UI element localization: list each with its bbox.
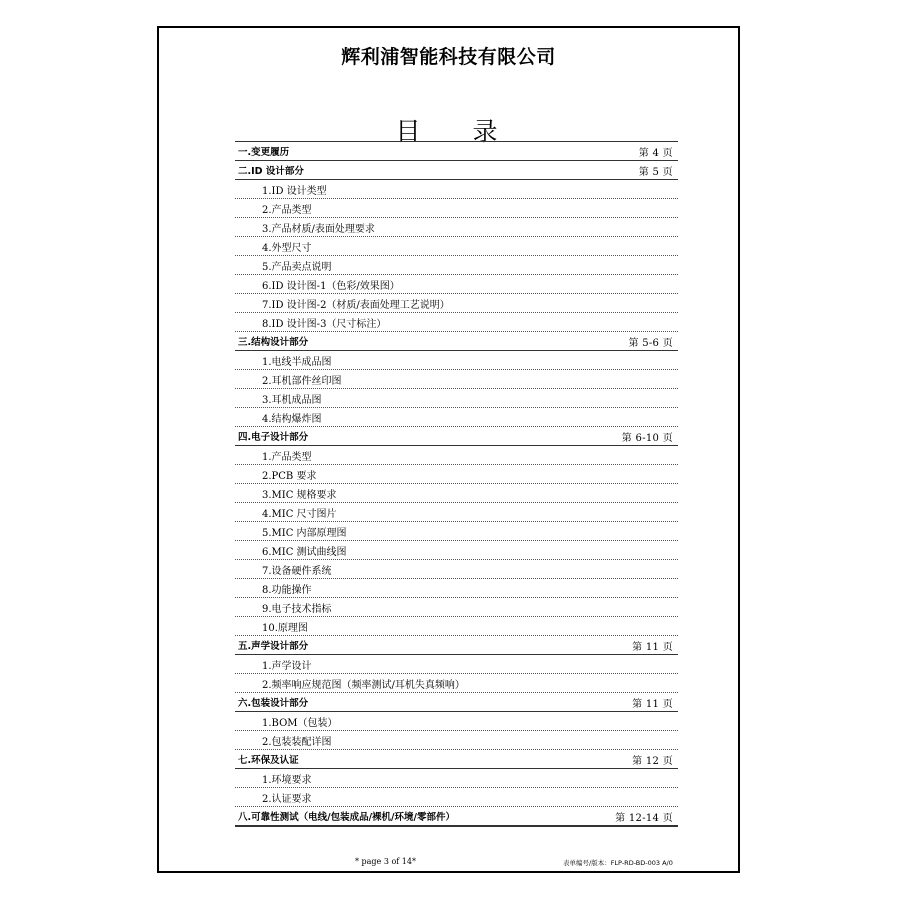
toc-page-ref: 第 11 页 <box>632 698 673 710</box>
toc-entry-label: 2.PCB 要求 <box>262 470 317 482</box>
toc-entry-label: 5.MIC 内部原理图 <box>262 527 347 539</box>
toc-entry-label: 五.声学设计部分 <box>238 641 309 652</box>
page-number-footer: * page 3 of 14* <box>355 857 416 866</box>
toc-section-row <box>235 142 678 161</box>
toc-entry-label: 2.频率响应规范图（频率测试/耳机失真频响） <box>262 679 465 691</box>
toc-entry-label: 10.原理图 <box>262 622 308 634</box>
toc-entry-label: 八.可靠性测试（电线/包装成品/裸机/环境/零部件） <box>238 812 455 823</box>
toc-entry-label: 9.电子技术指标 <box>262 603 332 615</box>
table-of-contents <box>235 141 678 827</box>
toc-entry-label: 1.环境要求 <box>262 774 312 786</box>
toc-entry-label: 六.包装设计部分 <box>238 698 309 709</box>
toc-subitem-row <box>235 712 678 731</box>
toc-subitem-row <box>235 218 678 237</box>
toc-page-ref: 第 11 页 <box>632 641 673 653</box>
toc-entry-label: 二.ID 设计部分 <box>238 166 304 177</box>
toc-page-ref: 第 6-10 页 <box>621 432 673 444</box>
toc-subitem-row <box>235 655 678 674</box>
toc-entry-label: 6.MIC 测试曲线图 <box>262 546 347 558</box>
toc-entry-label: 4.外型尺寸 <box>262 242 312 254</box>
toc-subitem-row <box>235 522 678 541</box>
toc-subitem-row <box>235 465 678 484</box>
toc-subitem-row <box>235 199 678 218</box>
toc-section-row <box>235 636 678 655</box>
toc-subitem-row <box>235 237 678 256</box>
toc-entry-label: 2.耳机部件丝印图 <box>262 375 342 387</box>
toc-subitem-row <box>235 788 678 807</box>
toc-page-ref: 第 12 页 <box>632 755 673 767</box>
toc-page-ref: 第 5 页 <box>638 166 673 178</box>
toc-subitem-row <box>235 313 678 332</box>
toc-entry-label: 5.产品卖点说明 <box>262 261 332 273</box>
toc-entry-label: 1.产品类型 <box>262 451 312 463</box>
toc-entry-label: 3.耳机成品图 <box>262 394 322 406</box>
toc-subitem-row <box>235 769 678 788</box>
toc-section-row <box>235 161 678 180</box>
toc-entry-label: 一.变更履历 <box>238 147 290 158</box>
toc-section-row <box>235 750 678 769</box>
toc-entry-label: 1.声学设计 <box>262 660 312 672</box>
toc-entry-label: 2.认证要求 <box>262 793 312 805</box>
toc-section-row <box>235 332 678 351</box>
toc-entry-label: 8.功能操作 <box>262 584 312 596</box>
toc-entry-label: 1.电线半成品图 <box>262 356 332 368</box>
toc-subitem-row <box>235 256 678 275</box>
toc-subitem-row <box>235 579 678 598</box>
toc-entry-label: 四.电子设计部分 <box>238 432 309 443</box>
toc-entry-label: 3.MIC 规格要求 <box>262 489 337 501</box>
toc-subitem-row <box>235 180 678 199</box>
toc-entry-label: 7.ID 设计图-2（材质/表面处理工艺说明） <box>262 299 450 311</box>
toc-section-row <box>235 427 678 446</box>
toc-subitem-row <box>235 503 678 522</box>
toc-page-ref: 第 12-14 页 <box>615 812 673 824</box>
toc-entry-label: 6.ID 设计图-1（色彩/效果图） <box>262 280 400 292</box>
toc-entry-label: 3.产品材质/表面处理要求 <box>262 223 375 235</box>
toc-entry-label: 2.包装装配详图 <box>262 736 332 748</box>
toc-subitem-row <box>235 617 678 636</box>
toc-entry-label: 1.ID 设计类型 <box>262 185 327 197</box>
toc-subitem-row <box>235 275 678 294</box>
toc-entry-label: 4.MIC 尺寸图片 <box>262 508 337 520</box>
toc-subitem-row <box>235 370 678 389</box>
toc-entry-label: 三.结构设计部分 <box>238 337 309 348</box>
toc-subitem-row <box>235 541 678 560</box>
toc-subitem-row <box>235 484 678 503</box>
toc-subitem-row <box>235 408 678 427</box>
toc-subitem-row <box>235 598 678 617</box>
toc-entry-label: 1.BOM（包装） <box>262 717 338 729</box>
toc-subitem-row <box>235 294 678 313</box>
toc-entry-label: 2.产品类型 <box>262 204 312 216</box>
toc-subitem-row <box>235 674 678 693</box>
form-code-footer: 表单编号/版本：FLP-RD-BD-003 A/0 <box>563 859 673 867</box>
toc-entry-label: 8.ID 设计图-3（尺寸标注） <box>262 318 387 330</box>
toc-subitem-row <box>235 389 678 408</box>
toc-page-ref: 第 5-6 页 <box>628 337 673 349</box>
toc-entry-label: 4.结构爆炸图 <box>262 413 322 425</box>
document-page <box>157 26 740 873</box>
toc-entry-label: 7.设备硬件系统 <box>262 565 332 577</box>
toc-subitem-row <box>235 446 678 465</box>
toc-subitem-row <box>235 731 678 750</box>
toc-subitem-row <box>235 351 678 370</box>
toc-page-ref: 第 4 页 <box>638 147 673 159</box>
toc-subitem-row <box>235 560 678 579</box>
company-name: 辉利浦智能科技有限公司 <box>341 46 556 68</box>
toc-section-row <box>235 693 678 712</box>
toc-entry-label: 七.环保及认证 <box>238 755 299 766</box>
toc-title: 目 录 <box>395 117 520 146</box>
toc-section-row <box>235 807 678 826</box>
